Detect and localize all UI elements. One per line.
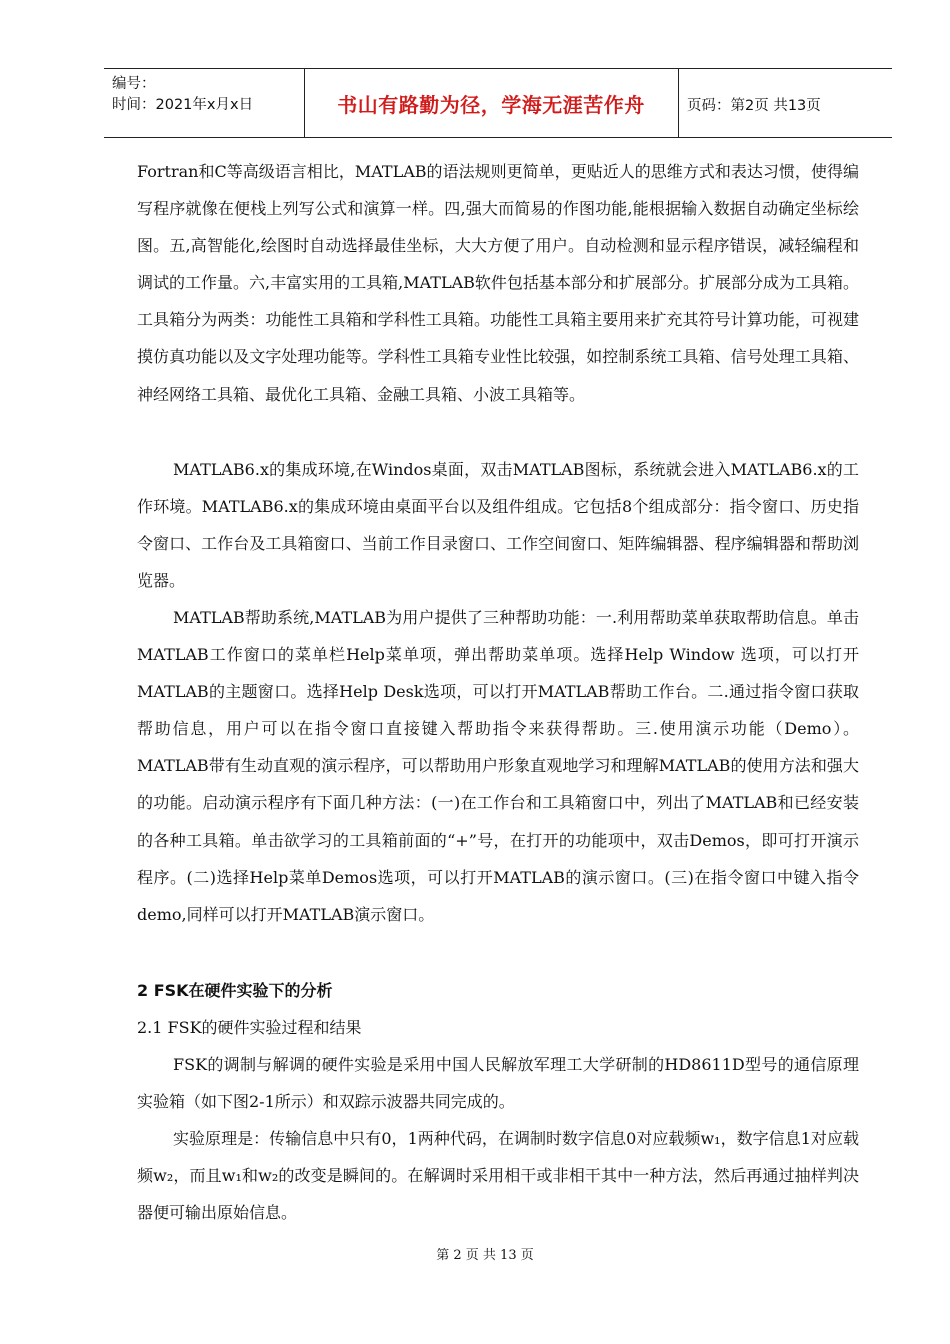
date-line: 时间：2021年x月x日 — [112, 97, 254, 113]
motto-text: 书山有路勤为径，学海无涯苦作舟 — [337, 93, 645, 117]
page-footer: 第 2 页 共 13 页 — [436, 1248, 534, 1263]
header-motto-cell — [304, 69, 679, 137]
paragraph-matlab-features: Fortran和C等高级语言相比，MATLAB的语法规则更简单，更贴近人的思维方式和表达习惯，使得编写程序就像在便栈上列写公式和演算一样。四,强大而简易的作图功能,能根据输入数据自动确定坐标绘图。五,高智能化,绘图时自动选择最佳坐标，大大方便了用户。自动检测和显示程序错误，减轻编程和调试的工作量。六,丰富实用的工具箱,MATLAB软件包括基本部分和扩展部分。扩展部分成为工具箱。工具箱分为两类：功能性工具箱和学科性工具箱。功能性工具箱主要用来扩充其符号计算功能，可视建摸仿真功能以及文字处理功能等。学科性工具箱专业性比较强，如控制系统工具箱、信号处理工具箱、神经网络工具箱、最优化工具箱、金融工具箱、小波工具箱等。 — [137, 162, 859, 404]
page-code: 页码：第2页 共13页 — [687, 98, 821, 114]
paragraph-matlab-help: MATLAB帮助系统,MATLAB为用户提供了三种帮助功能：一.利用帮助菜单获取帮助信息。单击MATLAB工作窗口的菜单栏Help菜单项，弹出帮助菜单项。选择Help Window 选项，可以打开MATLAB的主题窗口。选择Help Desk选项，可以打开MATLAB帮助工作台。二.通过指令窗口获取帮助信息，用户可以在指令窗口直接键入帮助指令来获得帮助。三.使用演示功能（Demo）。MATLAB带有生动直观的演示程序，可以帮助用户形象直观地学习和理解MATLAB的使用方法和强大的功能。启动演示程序有下面几种方法：(一)在工作台和工具箱窗口中，列出了MATLAB和已经安装的各种工具箱。单击欲学习的工具箱前面的“+”号，在打开的功能项中，双击Demos，即可打开演示程序。(二)选择Help菜单Demos选项，可以打开MATLAB的演示窗口。(三)在指令窗口中键入指令demo,同样可以打开MATLAB演示窗口。 — [137, 608, 859, 924]
section-heading: 2 FSK在硬件实验下的分析 — [137, 981, 333, 1000]
paragraph-fsk-hardware: FSK的调制与解调的硬件实验是采用中国人民解放军理工大学研制的HD8611D型号的通信原理实验箱（如下图2-1所示）和双踪示波器共同完成的。 — [137, 1055, 859, 1112]
page-header — [104, 68, 892, 138]
paragraph-matlab-environment: MATLAB6.x的集成环境,在Windos桌面，双击MATLAB图标，系统就会进入MATLAB6.x的工作环境。MATLAB6.x的集成环境由桌面平台以及组件组成。它包括8个组成部分：指令窗口、历史指令窗口、工作台及工具箱窗口、当前工作目录窗口、工作空间窗口、矩阵编辑器、程序编辑器和帮助浏览器。 — [137, 460, 859, 591]
number-label: 编号： — [112, 76, 156, 92]
paragraph-fsk-principle: 实验原理是：传输信息中只有0，1两种代码，在调制时数字信息0对应载频w₁，数字信息1对应载频w₂，而且w₁和w₂的改变是瞬间的。在解调时采用相干或非相干其中一种方法，然后再通过抽样判决器便可输出原始信息。 — [137, 1129, 859, 1223]
subsection-heading: 2.1 FSK的硬件实验过程和结果 — [137, 1018, 362, 1037]
header-meta-cell — [104, 69, 305, 137]
header-page-cell — [679, 69, 892, 137]
